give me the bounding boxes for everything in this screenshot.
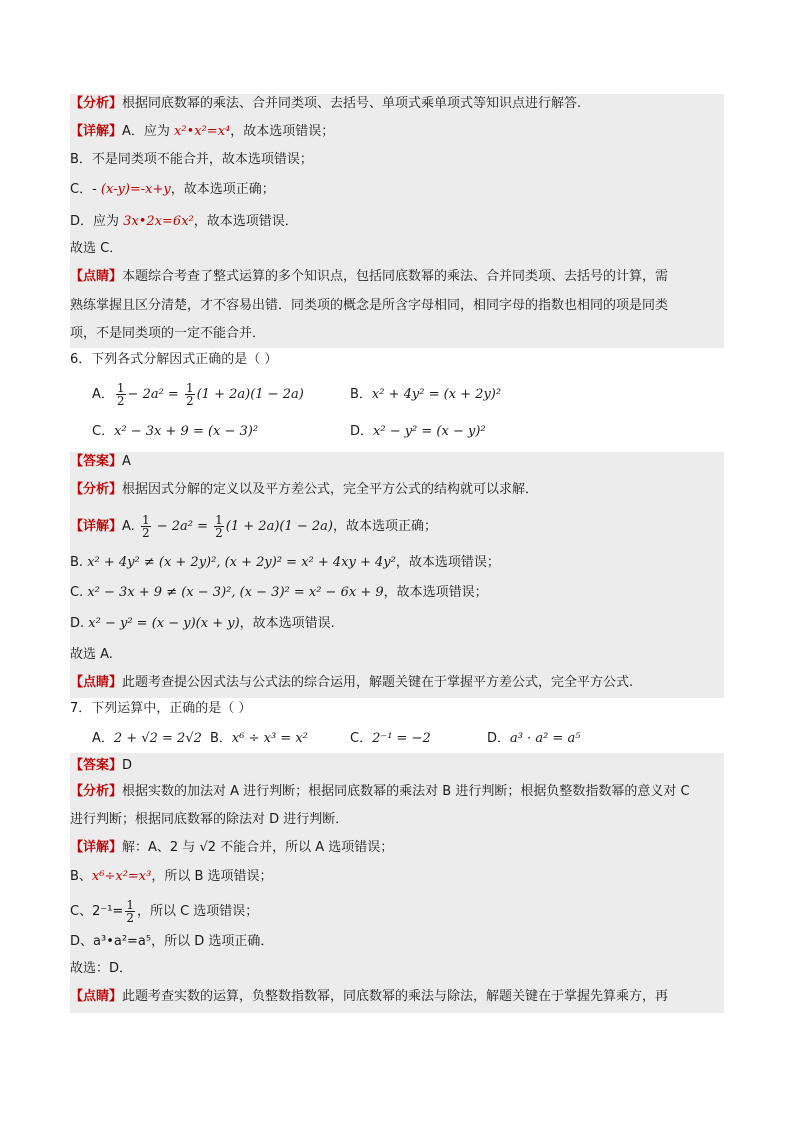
option-b-math: x⁶ ÷ x³ = x²	[231, 731, 308, 746]
fraction-half	[141, 514, 151, 539]
q7-option-a	[92, 728, 202, 750]
q6-comment	[70, 673, 633, 693]
frac-num: 1	[185, 381, 194, 395]
q7-option-d	[487, 728, 580, 750]
q5-comment-3: 项，不是同类项的一定不能合并．	[70, 326, 266, 341]
detail-b-suffix: ，所以 B 选项错误；	[151, 869, 273, 884]
analysis-text: 根据因式分解的定义以及平方差公式，完全平方公式的结构就可以求解．	[122, 482, 539, 497]
detail-a-prefix: A．应为	[122, 124, 175, 139]
answer-text: A	[122, 454, 131, 469]
detail-b-math: x⁶÷x²=x³	[91, 869, 152, 884]
detail-c-math: (x-y)=-x+y	[100, 182, 171, 197]
q6-stem: 6．下列各式分解因式正确的是（ ）	[70, 352, 278, 367]
q7-analysis-2: 进行判断；根据同底数幂的除法对 D 进行判断．	[70, 812, 349, 827]
detail-d-suffix: ，故本选项错误.	[239, 616, 335, 631]
detail-d-math: 3x•2x=6x²	[123, 214, 194, 229]
answer-tag: 【答案】	[70, 758, 123, 773]
frac-den: 2	[185, 394, 194, 408]
frac-num: 1	[215, 513, 223, 527]
comment-text: 此题考查提公因式法与公式法的综合运用，解题关键在于掌握平方差公式，完全平方公式.	[122, 675, 634, 690]
detail-b-prefix: B、	[70, 869, 92, 884]
fraction-half	[116, 382, 126, 407]
detail-a-text: 解：A、2 与 √2 不能合并，所以 A 选项错误；	[122, 840, 394, 855]
detail-c-prefix: C、2⁻¹=	[70, 904, 124, 919]
option-a-mid: − 2a² =	[127, 387, 183, 402]
detail-a-suffix: ，故本选项错误；	[230, 124, 335, 139]
detail-c-suffix: ，所以 C 选项错误；	[136, 904, 259, 919]
fraction-half	[125, 899, 135, 924]
comment-tag: 【点睛】	[70, 675, 123, 690]
q5-detail-a	[70, 122, 334, 142]
detail-c-suffix: ，故本选项错误；	[383, 585, 488, 600]
answer-text: D	[122, 758, 133, 773]
comment-tag: 【点睛】	[70, 989, 123, 1004]
frac-num: 1	[126, 898, 134, 912]
analysis-tag: 【分析】	[70, 96, 123, 111]
detail-c-suffix: ，故本选项正确；	[170, 182, 275, 197]
frac-den: 2	[215, 526, 223, 540]
option-d-math: a³ · a² = a⁵	[510, 731, 581, 746]
q7-detail-c	[70, 899, 258, 924]
analysis-line1: 根据实数的加法对 A 进行判断；根据同底数幂的乘法对 B 进行判断；根据负整数指数幂的意义对 C	[122, 784, 690, 799]
q7-choose: 故选：D．	[70, 961, 133, 976]
q5-choose: 故选 C．	[70, 241, 123, 256]
q5-analysis	[70, 94, 581, 114]
detail-b-label: B.	[70, 555, 88, 570]
detail-d-prefix: D．应为	[70, 214, 124, 229]
q5-detail-d	[70, 212, 298, 232]
detail-b-suffix: ，故本选项错误；	[395, 555, 500, 570]
q6-option-d	[350, 421, 486, 443]
option-b-math: x² + 4y² = (x + 2y)²	[371, 387, 502, 402]
detail-b-math: x² + 4y² ≠ (x + 2y)², (x + 2y)² = x² + 4xy + 4y²	[87, 555, 396, 570]
option-c-math: x² − 3x + 9 = (x − 3)²	[114, 424, 259, 439]
detail-c-prefix: C．-	[70, 182, 101, 197]
q7-option-b	[210, 728, 308, 750]
detail-a-math: x²•x²=x⁴	[174, 124, 231, 139]
q6-detail-d	[70, 614, 335, 634]
q6-detail-c	[70, 583, 488, 603]
comment-line1: 本题综合考查了整式运算的多个知识点，包括同底数幂的乘法、合并同类项、去括号的计算，需	[122, 269, 669, 284]
detail-tag: 【详解】	[70, 519, 123, 534]
comment-text: 此题考查实数的运算，负整数指数幂，同底数幂的乘法与除法，解题关键在于掌握先算乘方，再	[122, 989, 669, 1004]
answer-tag: 【答案】	[70, 454, 123, 469]
detail-a-mid: − 2a² =	[152, 519, 213, 534]
detail-c-math: x² − 3x + 9 ≠ (x − 3)², (x − 3)² = x² − 6x + 9	[87, 585, 384, 600]
option-d-math: x² − y² = (x − y)²	[373, 424, 486, 439]
q7-analysis-1	[70, 782, 690, 802]
q5-detail-c	[70, 180, 275, 200]
analysis-tag: 【分析】	[70, 784, 123, 799]
frac-den: 2	[116, 394, 125, 408]
q5-detail-b: B．不是同类项不能合并，故本选项错误；	[70, 152, 313, 167]
option-a-label: A．	[92, 731, 114, 746]
frac-num: 1	[141, 513, 150, 527]
detail-a-suffix: ，故本选项正确；	[332, 519, 437, 534]
option-a-tail: (1 + 2a)(1 − 2a)	[196, 387, 304, 402]
detail-c-label: C.	[70, 585, 88, 600]
frac-den: 2	[141, 526, 150, 540]
q7-option-c	[350, 728, 431, 750]
q5-comment-1	[70, 267, 668, 287]
option-c-label: C．	[350, 731, 373, 746]
q7-answer	[70, 756, 132, 776]
option-c-math: 2⁻¹ = −2	[372, 731, 431, 746]
q7-detail-b	[70, 867, 273, 887]
option-b-label: B．	[210, 731, 232, 746]
q6-choose: 故选 A.	[70, 647, 113, 662]
detail-d-suffix: ，故本选项错误．	[193, 214, 298, 229]
option-a-math: 2 + √2 = 2√2	[113, 731, 202, 746]
q6-answer	[70, 452, 131, 472]
q7-detail-a	[70, 838, 393, 858]
frac-num: 1	[116, 381, 125, 395]
option-d-label: D．	[350, 424, 374, 439]
frac-den: 2	[126, 911, 134, 925]
detail-d-math: x² − y² = (x − y)(x + y)	[88, 616, 240, 631]
comment-tag: 【点睛】	[70, 269, 123, 284]
q7-detail-d: D、a³•a²=a⁵，所以 D 选项正确．	[70, 934, 274, 949]
analysis-text: 根据同底数幂的乘法、合并同类项、去括号、单项式乘单项式等知识点进行解答.	[122, 96, 582, 111]
q6-option-c	[92, 421, 258, 443]
detail-a-tail: (1 + 2a)(1 − 2a)	[225, 519, 333, 534]
analysis-tag: 【分析】	[70, 482, 123, 497]
q6-detail-b	[70, 553, 500, 573]
detail-tag: 【详解】	[70, 840, 123, 855]
q7-comment	[70, 987, 668, 1007]
q5-comment-2: 熟练掌握且区分清楚，才不容易出错．同类项的概念是所含字母相同，相同字母的指数也相同的项是同类	[70, 298, 669, 313]
q7-stem: 7．下列运算中，正确的是（ ）	[70, 701, 252, 716]
option-c-label: C．	[92, 424, 115, 439]
q6-option-a	[92, 382, 304, 407]
q6-detail-a	[70, 514, 437, 539]
detail-tag: 【详解】	[70, 124, 123, 139]
fraction-half	[214, 514, 224, 539]
option-d-label: D．	[487, 731, 511, 746]
q6-option-b	[350, 384, 501, 406]
option-a-label: A．	[92, 387, 114, 402]
fraction-half	[185, 382, 195, 407]
q6-analysis	[70, 480, 538, 500]
option-b-label: B．	[350, 387, 372, 402]
detail-d-label: D.	[70, 616, 89, 631]
detail-a-label: A.	[122, 519, 139, 534]
